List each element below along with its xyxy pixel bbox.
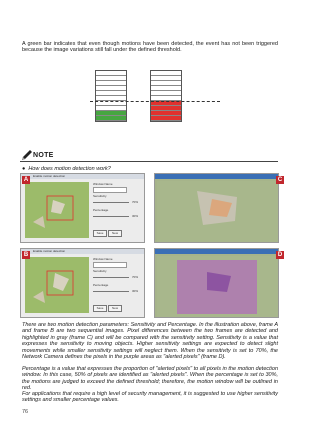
- frame-label-d: D: [277, 252, 283, 258]
- sensitivity-slider[interactable]: [93, 277, 129, 278]
- sensitivity-value: 70%: [132, 275, 139, 279]
- scene-image: [25, 182, 89, 238]
- threshold-bar-illustration: [90, 70, 220, 128]
- new-button[interactable]: New: [108, 305, 122, 312]
- window-name-input[interactable]: [93, 187, 127, 193]
- percentage-label: Percentage: [93, 208, 109, 212]
- note-bullet: [22, 166, 111, 172]
- frame-d-panel: [154, 248, 279, 318]
- sensitivity-label: Sensitivity: [93, 194, 107, 198]
- threshold-line: [90, 101, 220, 102]
- motion-settings: [92, 257, 143, 313]
- green-bar: [95, 70, 127, 122]
- window-name-input[interactable]: [93, 262, 127, 268]
- sensitivity-label: Sensitivity: [93, 269, 107, 273]
- enable-motion-checkbox[interactable]: Enable motion detection: [21, 249, 144, 254]
- bullet-icon: ●: [22, 166, 26, 172]
- percentage-value: 30%: [132, 289, 139, 293]
- frame-c-panel: [154, 173, 279, 243]
- frame-a-panel: [20, 173, 145, 243]
- viewer-titlebar: [155, 174, 278, 179]
- frame-label-b: B: [23, 252, 29, 258]
- alert-image: [157, 256, 278, 317]
- camera-preview: [25, 182, 89, 238]
- red-bar: [150, 70, 182, 122]
- intro-paragraph: A green bar indicates that even though motions have been detected, the event has not been triggered because the image variations still fall under the defined threshold.: [22, 40, 278, 54]
- motion-settings: [92, 182, 143, 238]
- scene-image: [25, 257, 89, 313]
- window-name-label: Window Name: [93, 257, 113, 261]
- percentage-slider[interactable]: [93, 291, 129, 292]
- new-button[interactable]: New: [108, 230, 122, 237]
- pencil-icon: [20, 148, 34, 162]
- enable-motion-checkbox[interactable]: Enable motion detection: [21, 174, 144, 179]
- sensitivity-value: 70%: [132, 200, 139, 204]
- note-heading: NOTE: [33, 152, 54, 159]
- camera-preview: [25, 257, 89, 313]
- body-paragraph-2: Percentage is a value that expresses the proportion of "alerted pixels" to all pixels in the motion detection window. In this case, 50% of pixels are identified as "alerted pixels". When the percentage is set to 30%, the motions are judged to exceed the defined threshold; therefore, the motion window will be outlined in red.: [22, 365, 278, 392]
- difference-image: [157, 181, 278, 242]
- alerted-pixels-image: [157, 256, 278, 317]
- sensitivity-slider[interactable]: [93, 202, 129, 203]
- window-name-label: Window Name: [93, 182, 113, 186]
- percentage-value: 30%: [132, 214, 139, 218]
- save-button[interactable]: Save: [93, 230, 107, 237]
- frame-b-panel: [20, 248, 145, 318]
- percentage-label: Percentage: [93, 283, 109, 287]
- diff-image: [157, 181, 278, 242]
- divider: [20, 161, 278, 162]
- body-paragraph-3: For applications that require a high level of security management, it is suggested to use higher sensitivity settings and smaller percentage values.: [22, 390, 278, 404]
- percentage-slider[interactable]: [93, 216, 129, 217]
- frame-label-a: A: [23, 177, 29, 183]
- frame-label-c: C: [277, 177, 283, 183]
- note-bullet-text: How does motion detection work?: [28, 166, 111, 172]
- viewer-titlebar: [155, 249, 278, 254]
- save-button[interactable]: Save: [93, 305, 107, 312]
- page-number: 76: [22, 409, 29, 415]
- body-paragraph-1: There are two motion detection parameters: Sensitivity and Percentage. In the illustration above, frame A and frame B are two sequential images. Pixel differences between the two frames are detected and highlighted in gray (frame C) and will be compared with the sensitivity setting. Sensitivity is a value that expresses the sensitivity to moving objects. Higher sensitivity settings are expected to detect slight movements while smaller sensitivity settings will neglect them. When the sensitivity is set to 70%, the Network Camera defines the pixels in the purple areas as "alerted pixels" (frame D).: [22, 321, 278, 361]
